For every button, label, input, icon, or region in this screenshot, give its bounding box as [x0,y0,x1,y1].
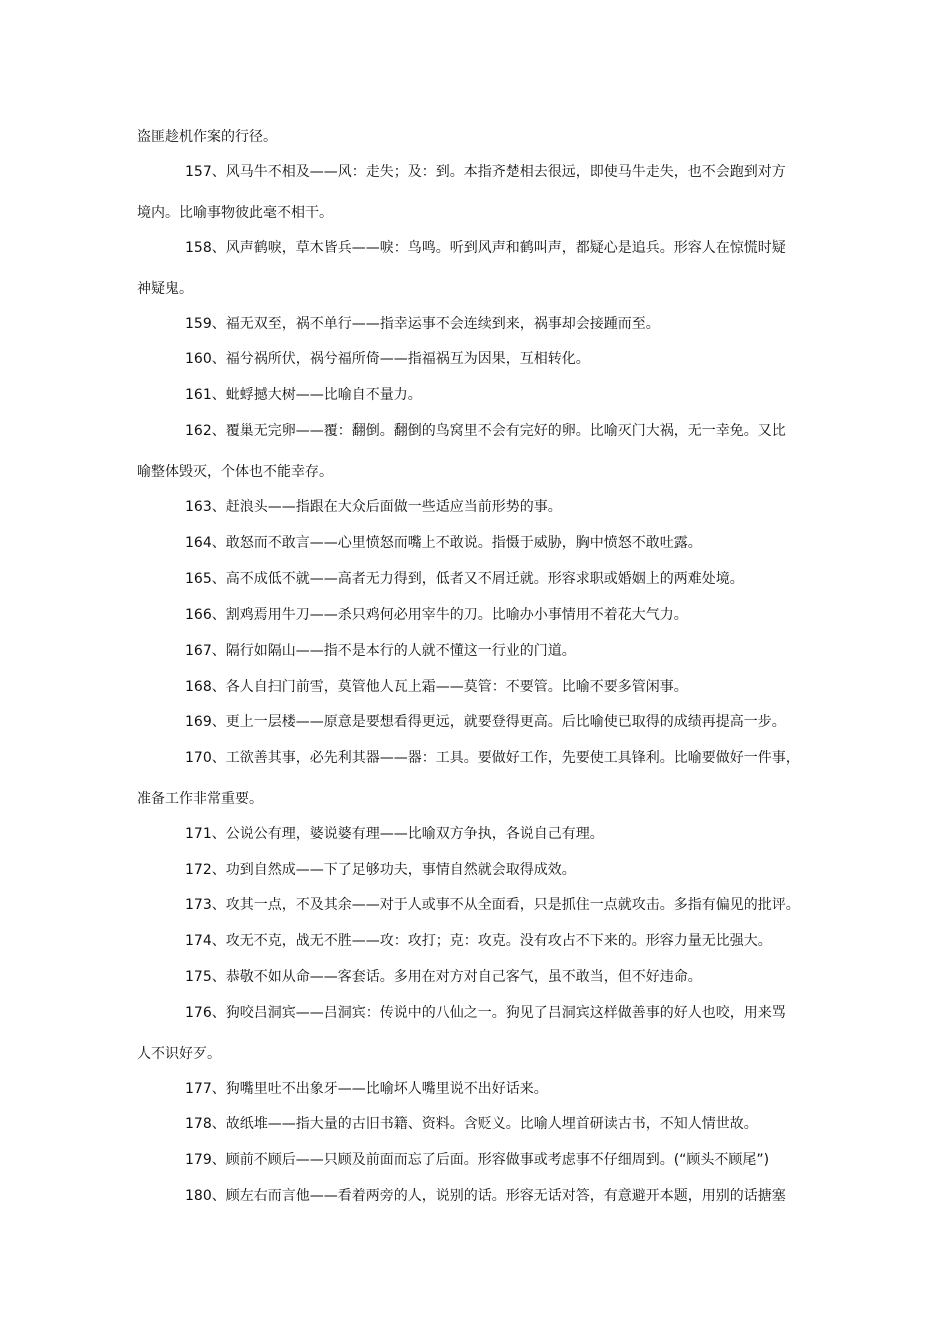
idiom-entry-180: 180、顾左右而言他——看着两旁的人，说别的话。形容无话对答，有意避开本题，用别的话搪塞 [185,1188,786,1204]
idiom-entry-173: 173、攻其一点，不及其余——对于人或事不从全面看，只是抓住一点就攻击。多指有偏见的批评。 [185,897,800,913]
text-line: 准备工作非常重要。 [137,791,263,807]
idiom-entry-165: 165、高不成低不就——高者无力得到，低者又不屑迁就。形容求职或婚姻上的两难处境。 [185,571,744,587]
idiom-entry-167: 167、隔行如隔山——指不是本行的人就不懂这一行业的门道。 [185,643,576,659]
text-line: 人不识好歹。 [137,1046,221,1062]
idiom-entry-174: 174、攻无不克，战无不胜——攻：攻打；克：攻克。没有攻占不下来的。形容力量无比强大。 [185,933,772,949]
idiom-entry-162: 162、覆巢无完卵——覆：翻倒。翻倒的鸟窝里不会有完好的卵。比喻灭门大祸，无一幸免。又比 [185,423,786,439]
idiom-entry-163: 163、赶浪头——指跟在大众后面做一些适应当前形势的事。 [185,499,562,515]
idiom-entry-172: 172、功到自然成——下了足够功夫，事情自然就会取得成效。 [185,862,576,878]
idiom-entry-177: 177、狗嘴里吐不出象牙——比喻坏人嘴里说不出好话来。 [185,1081,548,1097]
text-line: 神疑鬼。 [137,281,193,297]
idiom-entry-160: 160、福兮祸所伏，祸兮福所倚——指福祸互为因果，互相转化。 [185,351,590,367]
idiom-entry-168: 168、各人自扫门前雪，莫管他人瓦上霜——莫管：不要管。比喻不要多管闲事。 [185,679,688,695]
idiom-entry-171: 171、公说公有理，婆说婆有理——比喻双方争执，各说自己有理。 [185,826,604,842]
idiom-entry-170: 170、工欲善其事，必先利其器——器：工具。要做好工作，先要使工具锋利。比喻要做好一件事， [185,750,800,766]
idiom-entry-176: 176、狗咬吕洞宾——吕洞宾：传说中的八仙之一。狗见了吕洞宾这样做善事的好人也咬，用来骂 [185,1005,786,1021]
idiom-entry-169: 169、更上一层楼——原意是要想看得更远，就要登得更高。后比喻使已取得的成绩再提高一步。 [185,714,786,730]
idiom-entry-166: 166、割鸡焉用牛刀——杀只鸡何必用宰牛的刀。比喻办小事情用不着花大气力。 [185,607,688,623]
text-line: 境内。比喻事物彼此毫不相干。 [137,205,333,221]
idiom-entry-158: 158、风声鹤唳，草木皆兵——唳：鸟鸣。听到风声和鹤叫声，都疑心是追兵。形容人在惊慌时疑 [185,240,786,256]
idiom-entry-159: 159、福无双至，祸不单行——指幸运事不会连续到来，祸事却会接踵而至。 [185,316,660,332]
idiom-entry-164: 164、敢怒而不敢言——心里愤怒而嘴上不敢说。指慑于威胁，胸中愤怒不敢吐露。 [185,535,702,551]
text-line: 喻整体毁灭，个体也不能幸存。 [137,464,333,480]
idiom-entry-175: 175、恭敬不如从命——客套话。多用在对方对自己客气，虽不敢当，但不好违命。 [185,969,702,985]
idiom-entry-179: 179、顾前不顾后——只顾及前面而忘了后面。形容做事或考虑事不仔细周到。(“顾头不顾尾”) [185,1152,770,1168]
idiom-entry-178: 178、故纸堆——指大量的古旧书籍、资料。含贬义。比喻人埋首研读古书，不知人情世故。 [185,1116,758,1132]
idiom-entry-161: 161、蚍蜉撼大树——比喻自不量力。 [185,387,422,403]
text-line: 盗匪趁机作案的行径。 [137,129,277,145]
idiom-entry-157: 157、风马牛不相及——风：走失；及：到。本指齐楚相去很远，即使马牛走失，也不会跑到对方 [185,164,786,180]
